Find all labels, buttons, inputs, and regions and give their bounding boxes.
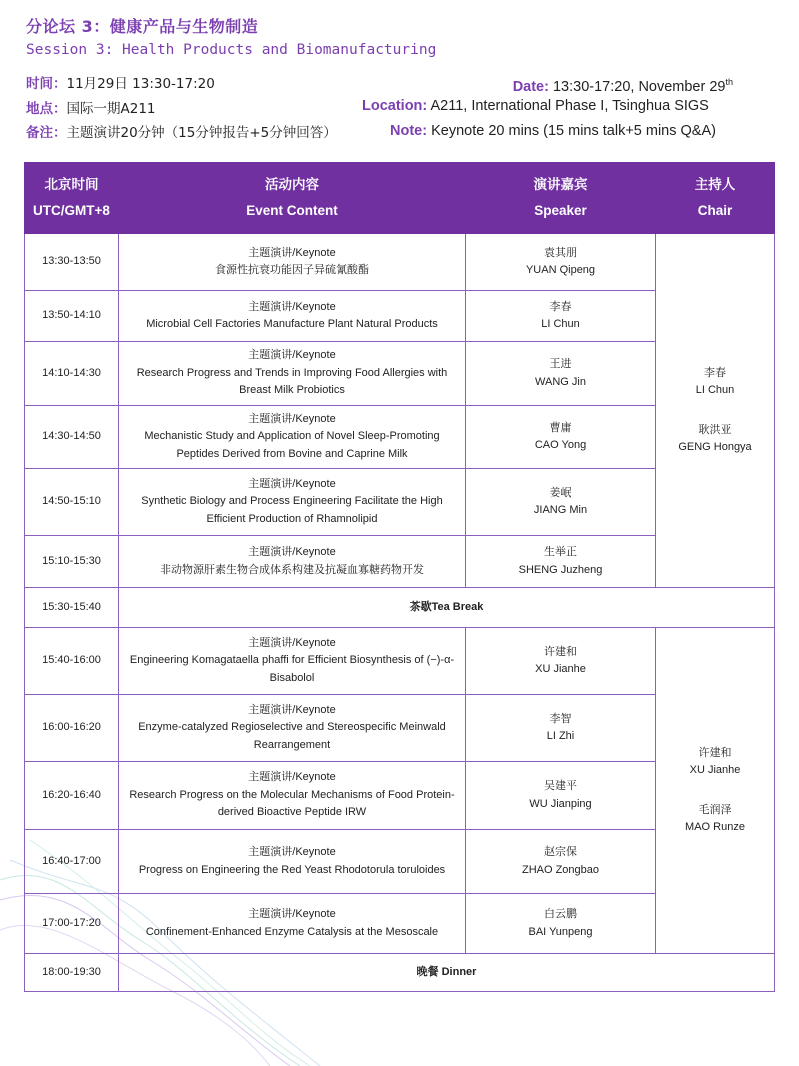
row-time: 18:00-19:30 [25,954,119,992]
row-speaker: 袁其朋 YUAN Qipeng [466,234,656,291]
row-time: 16:00-16:20 [25,695,119,762]
date-info-en [513,74,733,95]
note-value: 主题演讲20分钟（15分钟报告+5分钟回答） [66,125,337,141]
row-content: 主题演讲/Keynote Engineering Komagataella phaffi for Efficient Biosynthesis of (−)-α-Bisabolol [119,628,466,695]
row-speaker: 许建和 XU Jianhe [466,628,656,695]
note-label-en: Note: [390,123,428,139]
place-value: 国际一期A211 [66,101,156,117]
row-time: 16:40-17:00 [25,830,119,894]
row-time: 14:30-14:50 [25,406,119,469]
note-info-cn [26,125,337,141]
row-content: 主题演讲/Keynote Research Progress and Trends in Improving Food Allergies with Breast Milk Probiotics [119,342,466,406]
tea-break-row [25,588,775,628]
row-time: 14:10-14:30 [25,342,119,406]
row-content: 主题演讲/Keynote 非动物源肝素生物合成体系构建及抗凝血寡糖药物开发 [119,536,466,588]
row-speaker: 吴建平 WU Jianping [466,762,656,830]
note-label: 备注： [26,125,67,141]
session-title-cn: 分论坛 3：健康产品与生物制造 [26,17,259,36]
row-time: 13:50-14:10 [25,291,119,342]
row-content: 主题演讲/Keynote Research Progress on the Molecular Mechanisms of Food Protein-derived Bioactive Peptide IRW [119,762,466,830]
row-speaker: 白云鹏 BAI Yunpeng [466,894,656,954]
row-speaker: 姜岷 JIANG Min [466,469,656,536]
row-content: 主题演讲/Keynote Microbial Cell Factories Manufacture Plant Natural Products [119,291,466,342]
time-info-cn [26,76,215,92]
header-time: 北京时间 UTC/GMT+8 [25,163,119,234]
row-speaker: 赵宗保 ZHAO Zongbao [466,830,656,894]
row-time: 15:40-16:00 [25,628,119,695]
row-content: 主题演讲/Keynote Mechanistic Study and Application of Novel Sleep-Promoting Peptides Derived from Bovine and Caprine Milk [119,406,466,469]
header-chair: 主持人 Chair [656,163,775,234]
row-time: 17:00-17:20 [25,894,119,954]
time-value: 11月29日 13:30-17:20 [66,76,215,92]
location-value: A211, International Phase I, Tsinghua SIGS [430,98,709,114]
time-label: 时间： [26,76,67,92]
header-row [25,163,775,234]
row-content: 主题演讲/Keynote Confinement-Enhanced Enzyme Catalysis at the Mesoscale [119,894,466,954]
row-content: 主题演讲/Keynote 食源性抗衰功能因子异硫氰酸酯 [119,234,466,291]
dinner-row [25,954,775,992]
schedule-table [24,162,775,992]
row-content: 主题演讲/Keynote Enzyme-catalyzed Regioselective and Stereospecific Meinwald Rearrangement [119,695,466,762]
chair-cell-1: 李春 LI Chun 耿洪亚 GENG Hongya [656,234,775,588]
note-info-en [390,123,716,139]
table-row [25,628,775,695]
dinner-label: 晚餐 Dinner [119,954,775,992]
table-row [25,234,775,291]
date-sup: th [725,77,733,87]
location-info-en [362,98,709,114]
date-label: Date: [512,78,549,95]
session-title-en: Session 3: Health Products and Biomanufacturing [26,42,437,58]
row-time: 14:50-15:10 [25,469,119,536]
row-content: 主题演讲/Keynote Progress on Engineering the Red Yeast Rhodotorula toruloides [119,830,466,894]
tea-break-label: 茶歇Tea Break [119,588,775,628]
row-speaker: 生举正 SHENG Juzheng [466,536,656,588]
row-speaker: 曹庸 CAO Yong [466,406,656,469]
note-value-en: Keynote 20 mins (15 mins talk+5 mins Q&A) [431,123,716,139]
row-time: 15:30-15:40 [25,588,119,628]
row-content: 主题演讲/Keynote Synthetic Biology and Process Engineering Facilitate the High Efficient Production of Rhamnolipid [119,469,466,536]
date-value: 13:30-17:20, November 29 [552,78,726,95]
header-content: 活动内容 Event Content [119,163,466,234]
chair-cell-2: 许建和 XU Jianhe 毛润泽 MAO Runze [656,628,775,954]
row-time: 16:20-16:40 [25,762,119,830]
place-label: 地点： [26,101,67,117]
row-speaker: 李春 LI Chun [466,291,656,342]
row-speaker: 王进 WANG Jin [466,342,656,406]
place-info-cn [26,101,156,117]
row-time: 13:30-13:50 [25,234,119,291]
header-speaker: 演讲嘉宾 Speaker [466,163,656,234]
row-speaker: 李智 LI Zhi [466,695,656,762]
row-time: 15:10-15:30 [25,536,119,588]
location-label: Location: [362,98,428,114]
